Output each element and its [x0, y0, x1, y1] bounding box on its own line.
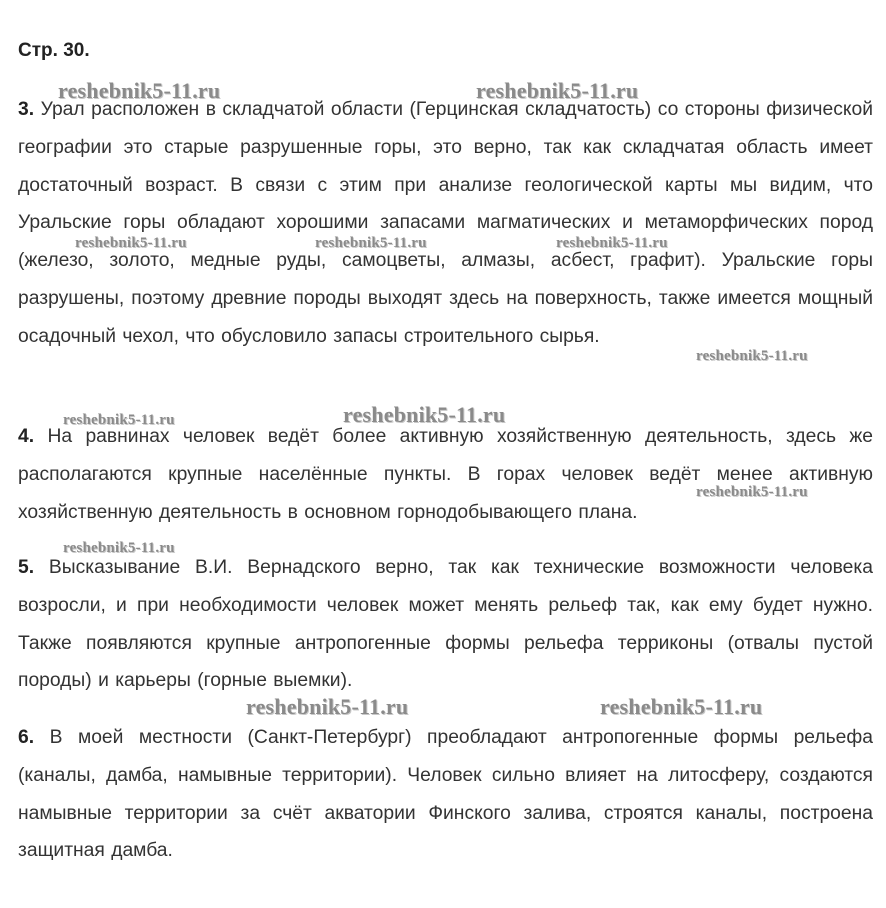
watermark: reshebnik5-11.ru [556, 235, 668, 251]
page-heading: Стр. 30. [18, 40, 90, 61]
watermark: reshebnik5-11.ru [696, 348, 808, 364]
answer-number: 3. [18, 99, 35, 120]
watermark: reshebnik5-11.ru [476, 78, 639, 103]
answer-3 [18, 91, 873, 356]
answer-number: 6. [18, 727, 35, 748]
watermark: reshebnik5-11.ru [600, 694, 763, 719]
watermark: reshebnik5-11.ru [246, 694, 409, 719]
answer-4 [18, 418, 873, 531]
watermark: reshebnik5-11.ru [75, 235, 187, 251]
answer-6 [18, 719, 873, 870]
answer-number: 5. [18, 557, 35, 578]
watermark: reshebnik5-11.ru [696, 484, 808, 500]
answer-text: В моей местности (Санкт-Петербург) преобладают антропогенные формы рельефа (каналы, дамба, намывные территории). Человек сильно влияет на литосферу, создаются намывные территории за счёт акватории Финского залива, строятся каналы, построена защитная дамба. [18, 727, 873, 862]
answer-text: На равнинах человек ведёт более активную хозяйственную деятельность, здесь же располагаются крупные населённые пункты. В горах человек ведёт менее активную хозяйственную деятельность в основном горнодобывающего плана. [18, 426, 874, 523]
watermark: reshebnik5-11.ru [315, 235, 427, 251]
answer-text: Высказывание В.И. Вернадского верно, так как технические возможности человека возросли, и при необходимости человек может менять рельеф так, как ему будет нужно. Также появляются крупные антропогенные формы рельефа терриконы (отвалы пустой породы) и карьеры (горные выемки). [18, 557, 873, 692]
watermark: reshebnik5-11.ru [58, 78, 221, 103]
watermark: reshebnik5-11.ru [343, 402, 506, 427]
watermark: reshebnik5-11.ru [63, 540, 175, 556]
answer-number: 4. [18, 426, 35, 447]
answer-text: Урал расположен в складчатой области (Герцинская складчатость) со стороны физической географии это старые разрушенные горы, это верно, так как складчатая область имеет достаточный возраст. В связи с этим при анализе геологической карты мы видим, что Уральские горы обладают хорошими запасами магматических и метаморфических пород (железо, золото, медные руды, самоцветы, алмазы, асбест, графит). Уральские горы разрушены, поэтому древние породы выходят здесь на поверхность, также имеется мощный осадочный чехол, что обусловило запасы строительного сырья. [18, 99, 873, 347]
watermark: reshebnik5-11.ru [63, 412, 175, 428]
answer-5 [18, 549, 873, 700]
